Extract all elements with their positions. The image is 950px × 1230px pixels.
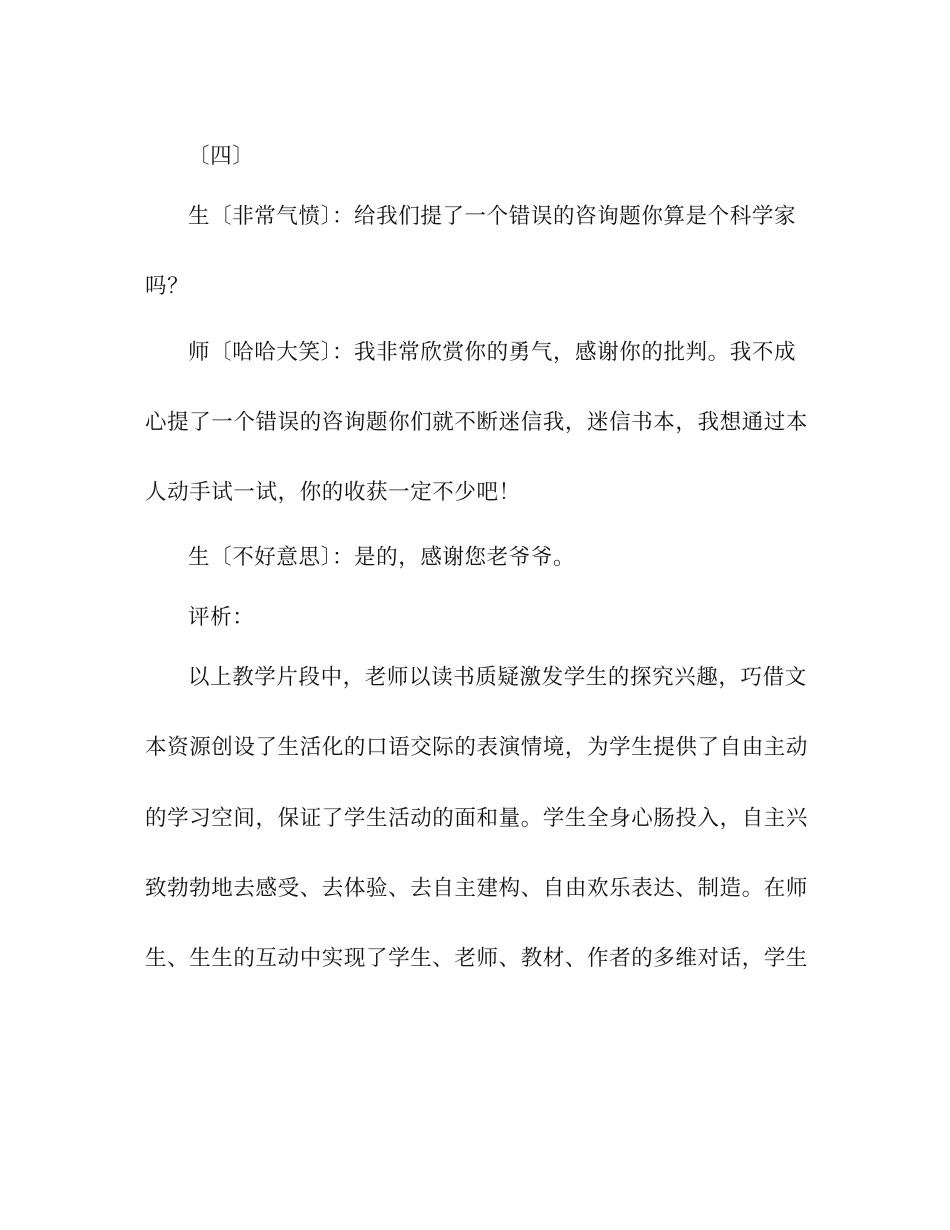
paragraph-line: 生、生生的互动中实现了学生、老师、教材、作者的多维对话，学生 [145, 946, 809, 971]
dialogue-line-continued: 心提了一个错误的咨询题你们就不断迷信我，迷信书本，我想通过本 [145, 410, 809, 435]
paragraph-line: 的学习空间，保证了学生活动的面和量。学生全身心肠投入，自主兴 [145, 806, 809, 831]
paragraph-line: 本资源创设了生活化的口语交际的表演情境，为学生提供了自由主动 [145, 735, 809, 760]
section-heading: 〔四〕 [188, 144, 255, 169]
paragraph-line: 以上教学片段中，老师以读书质疑激发学生的探究兴趣，巧借文 [188, 665, 807, 690]
dialogue-line-continued: 人动手试一试，你的收获一定不少吧！ [145, 480, 521, 505]
dialogue-line: 生〔不好意思〕：是的，感谢您老爷爷。 [188, 545, 576, 570]
dialogue-line: 生〔非常气愤〕：给我们提了一个错误的咨询题你算是个科学家 [188, 204, 797, 229]
dialogue-line-continued: 吗？ [145, 274, 190, 299]
analysis-heading: 评析： [188, 605, 255, 630]
paragraph-line: 致勃勃地去感受、去体验、去自主建构、自由欢乐表达、制造。在师 [145, 876, 809, 901]
dialogue-line: 师〔哈哈大笑〕：我非常欣赏你的勇气，感谢你的批判。我不成 [188, 340, 797, 365]
